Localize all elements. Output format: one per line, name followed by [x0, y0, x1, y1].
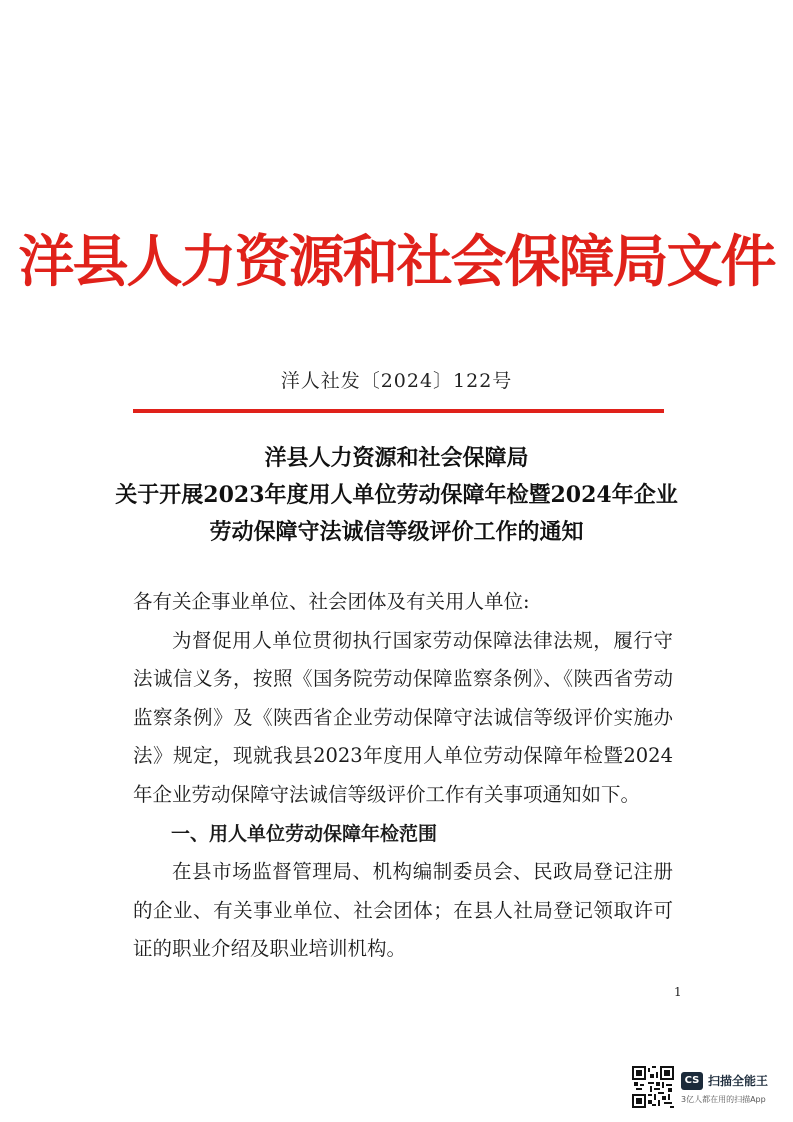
section-paragraph: 在县市场监督管理局、机构编制委员会、民政局登记注册的企业、有关事业单位、社会团体；在县人社局登记领取许可证的职业介绍及职业培训机构。: [133, 860, 673, 961]
intro-paragraph: 为督促用人单位贯彻执行国家劳动保障法律法规，履行守法诚信义务，按照《国务院劳动保障监察条例》、《陕西省劳动监察条例》及《陕西省企业劳动保障守法诚信等级评价实施办法》规定，现就我县2023年度用人单位劳动保障年检暨2024年企业劳动保障守法诚信等级评价工作有关事项通知如下。: [133, 628, 673, 806]
qr-code-icon: [632, 1066, 674, 1108]
notice-title-line: 洋县人力资源和社会保障局: [264, 445, 529, 471]
scanner-watermark: [632, 1066, 782, 1110]
notice-title-line: 关于开展2023年度用人单位劳动保障年检暨2024年企业: [115, 482, 678, 508]
notice-title-line: 劳动保障守法诚信等级评价工作的通知: [209, 519, 584, 545]
scanner-slogan: 3亿人都在用的扫描App: [681, 1095, 766, 1104]
notice-title: [60, 440, 733, 551]
scanner-app-name: 扫描全能王: [708, 1074, 769, 1088]
scanner-logo: CS: [681, 1072, 703, 1090]
salutation: 各有关企事业单位、社会团体及有关用人单位:: [133, 590, 530, 613]
document-body: [133, 583, 673, 969]
page-number: 1: [674, 985, 682, 999]
red-divider-line: [133, 409, 664, 413]
section-heading: 一、用人单位劳动保障年检范围: [171, 822, 438, 845]
agency-title: 洋县人力资源和社会保障局文件: [18, 229, 775, 295]
document-number: 洋人社发〔2024〕122号: [280, 370, 513, 392]
